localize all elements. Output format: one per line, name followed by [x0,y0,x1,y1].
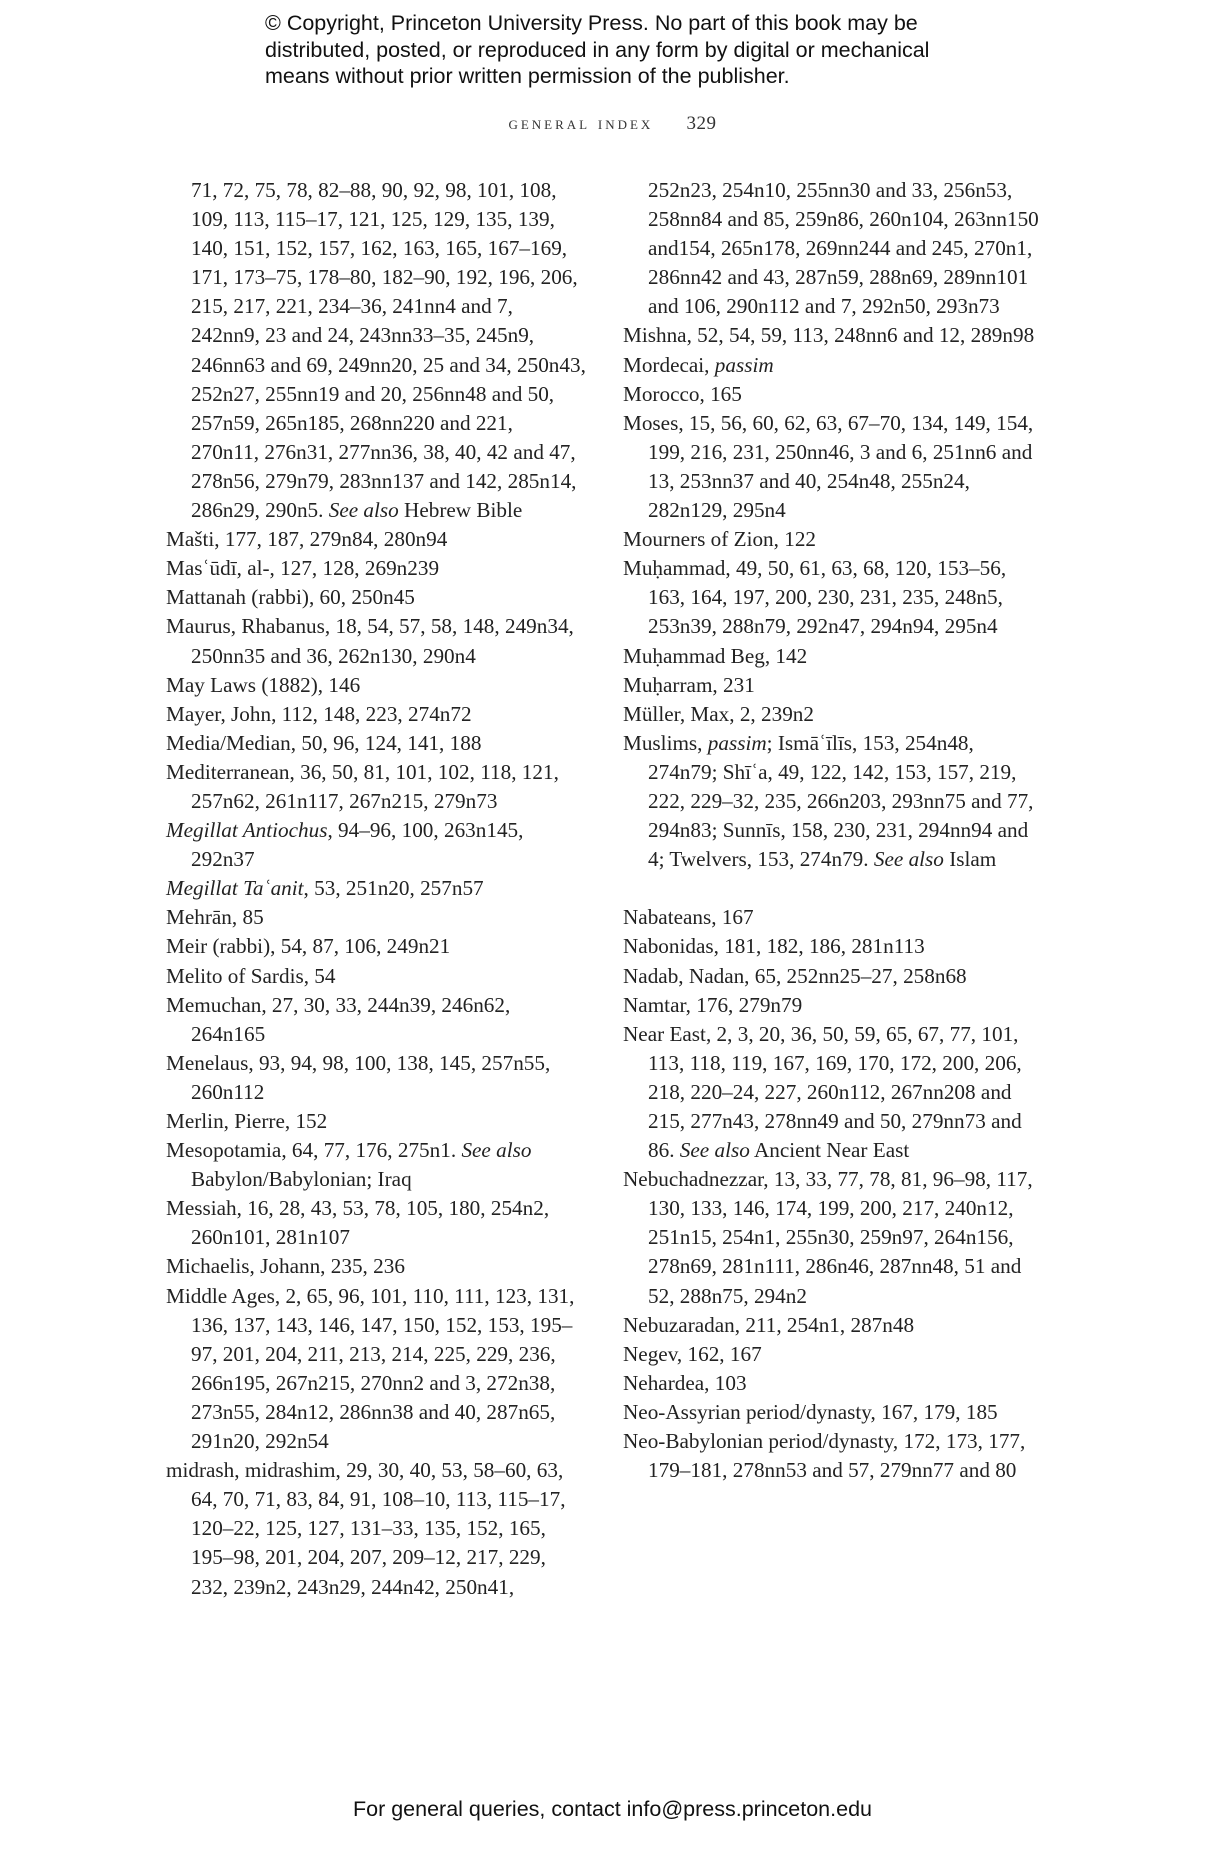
index-entry: Mediterranean, 36, 50, 81, 101, 102, 118, 121, 257n62, 261n117, 267n215, 279n73 [166,759,559,813]
index-entry: Near East, 2, 3, 20, 36, 50, 59, 65, 67, 77, 101, 113, 118, 119, 167, 169, 170, 172, 200, 206, 218, 220–24, 227, 260n112, 267nn208 and 215, 277n43, 278nn49 and 50, 279nn73 and 86. See also Ancient Near East [623,1021,1022,1163]
index-entry: Messiah, 16, 28, 43, 53, 78, 105, 180, 254n2, 260n101, 281n107 [166,1196,550,1250]
index-column-right [623,176,1043,1485]
index-entry: Muḥammad, 49, 50, 61, 63, 68, 120, 153–56, 163, 164, 197, 200, 230, 231, 235, 248n5, 253n39, 288n79, 292n47, 294n94, 295n4 [623,556,1007,639]
index-entry: Nadab, Nadan, 65, 252nn25–27, 258n68 [623,963,967,988]
index-entry: Negev, 162, 167 [623,1341,762,1366]
index-entry: Mordecai, passim [623,352,774,377]
index-entry: Neo-Babylonian period/dynasty, 172, 173, 177, 179–181, 278nn53 and 57, 279nn77 and 80 [623,1429,1026,1483]
index-entry: Moses, 15, 56, 60, 62, 63, 67–70, 134, 149, 154, 199, 216, 231, 250nn46, 3 and 6, 251nn6 and 13, 253nn37 and 40, 254n48, 255n24, 282n129, 295n4 [623,410,1034,523]
index-entry: Muslims, passim; Ismāʿīlīs, 153, 254n48, 274n79; Shīʿa, 49, 122, 142, 153, 157, 219, 222, 229–32, 235, 266n203, 293nn75 and 77, 294n83; Sunnīs, 158, 230, 231, 294nn94 and 4; Twelvers, 153, 274n79. See also Islam [623,730,1034,872]
index-entry: Mašti, 177, 187, 279n84, 280n94 [166,527,448,552]
copyright-notice: © Copyright, Princeton University Press. No part of this book may be distributed, posted, or reproduced in any form by digital or mechanical means without prior written permission of the publisher. [265,11,930,88]
page-number: 329 [686,113,717,134]
index-entry: Media/Median, 50, 96, 124, 141, 188 [166,730,482,755]
index-entry-continued: 252n23, 254n10, 255nn30 and 33, 256n53, 258nn84 and 85, 259n86, 260n104, 263nn150 and154, 265n178, 269nn244 and 245, 270n1, 286nn42 and 43, 287n59, 288n69, 289nn101 and 106, 290n112 and 7, 292n50, 293n73 [648,178,1039,319]
index-entry: Melito of Sardis, 54 [166,963,336,988]
index-entry: Namtar, 176, 279n79 [623,992,803,1017]
index-entry: Mehrān, 85 [166,905,264,930]
letter-gap [623,874,1043,903]
index-entry: Masʿūdī, al-, 127, 128, 269n239 [166,556,440,581]
index-entry: Neo-Assyrian period/dynasty, 167, 179, 185 [623,1399,998,1424]
index-entry: Mayer, John, 112, 148, 223, 274n72 [166,701,472,726]
index-entry: Mishna, 52, 54, 59, 113, 248nn6 and 12, 289n98 [623,323,1035,348]
running-head [0,113,1225,135]
index-entry: Nehardea, 103 [623,1370,747,1395]
running-head-title: general index [508,113,654,134]
index-entry: Michaelis, Johann, 235, 236 [166,1254,405,1279]
index-entry: Middle Ages, 2, 65, 96, 101, 110, 111, 123, 131, 136, 137, 143, 146, 147, 150, 152, 153, 195–97, 201, 204, 211, 213, 214, 225, 229, 236, 266n195, 267n215, 270nn2 and 3, 272n38, 273n55, 284n12, 286nn38 and 40, 287n65, 291n20, 292n54 [166,1283,575,1454]
index-entry: Nabateans, 167 [623,905,754,930]
index-entry: Megillat Antiochus, 94–96, 100, 263n145, 292n37 [166,818,524,872]
index-entry: Nebuchadnezzar, 13, 33, 77, 78, 81, 96–98, 117, 130, 133, 146, 174, 199, 200, 217, 240n12, 251n15, 254n1, 255n30, 259n97, 264n156, 278n69, 281n111, 286n46, 287nn48, 51 and 52, 288n75, 294n2 [623,1167,1033,1308]
index-entry: Nebuzaradan, 211, 254n1, 287n48 [623,1312,915,1337]
index-entry: Merlin, Pierre, 152 [166,1109,328,1133]
index-entry: May Laws (1882), 146 [166,672,361,697]
index-column-left [166,176,586,1602]
index-entry: midrash, midrashim, 29, 30, 40, 53, 58–60, 63, 64, 70, 71, 83, 84, 91, 108–10, 113, 115–17, 120–22, 125, 127, 131–33, 135, 152, 165, 195–98, 201, 204, 207, 209–12, 217, 229, 232, 239n2, 243n29, 244n42, 250n41, [166,1458,566,1599]
index-entry: Mattanah (rabbi), 60, 250n45 [166,585,415,610]
index-entry: Muḥarram, 231 [623,672,755,697]
index-entry: Mesopotamia, 64, 77, 176, 275n1. See also Babylon/Babylonian; Iraq [166,1138,532,1192]
index-entry-continued: 71, 72, 75, 78, 82–88, 90, 92, 98, 101, 108, 109, 113, 115–17, 121, 125, 129, 135, 139, 140, 151, 152, 157, 162, 163, 165, 167–169, 171, 173–75, 178–80, 182–90, 192, 196, 206, 215, 217, 221, 234–36, 241nn4 and 7, 242nn9, 23 and 24, 243nn33–35, 245n9, 246nn63 and 69, 249nn20, 25 and 34, 250n43, 252n27, 255nn19 and 20, 256nn48 and 50, 257n59, 265n185, 268nn220 and 221, 270n11, 276n31, 277nn36, 38, 40, 42 and 47, 278n56, 279n79, 283nn137 and 142, 285n14, 286n29, 290n5. See also Hebrew Bible [191,178,586,523]
index-entry: Menelaus, 93, 94, 98, 100, 138, 145, 257n55, 260n112 [166,1050,551,1104]
index-entry: Morocco, 165 [623,381,742,406]
index-entry: Memuchan, 27, 30, 33, 244n39, 246n62, 264n165 [166,992,511,1046]
footer-contact: For general queries, contact info@press.princeton.edu [352,1797,872,1821]
index-entry: Nabonidas, 181, 182, 186, 281n113 [623,934,925,959]
index-entry: Maurus, Rhabanus, 18, 54, 57, 58, 148, 249n34, 250nn35 and 36, 262n130, 290n4 [166,614,574,668]
index-entry: Mourners of Zion, 122 [623,527,817,552]
index-entry: Muḥammad Beg, 142 [623,643,808,668]
index-entry: Meir (rabbi), 54, 87, 106, 249n21 [166,934,451,959]
index-entry: Müller, Max, 2, 239n2 [623,701,814,726]
index-entry: Megillat Taʿanit, 53, 251n20, 257n57 [166,876,484,901]
